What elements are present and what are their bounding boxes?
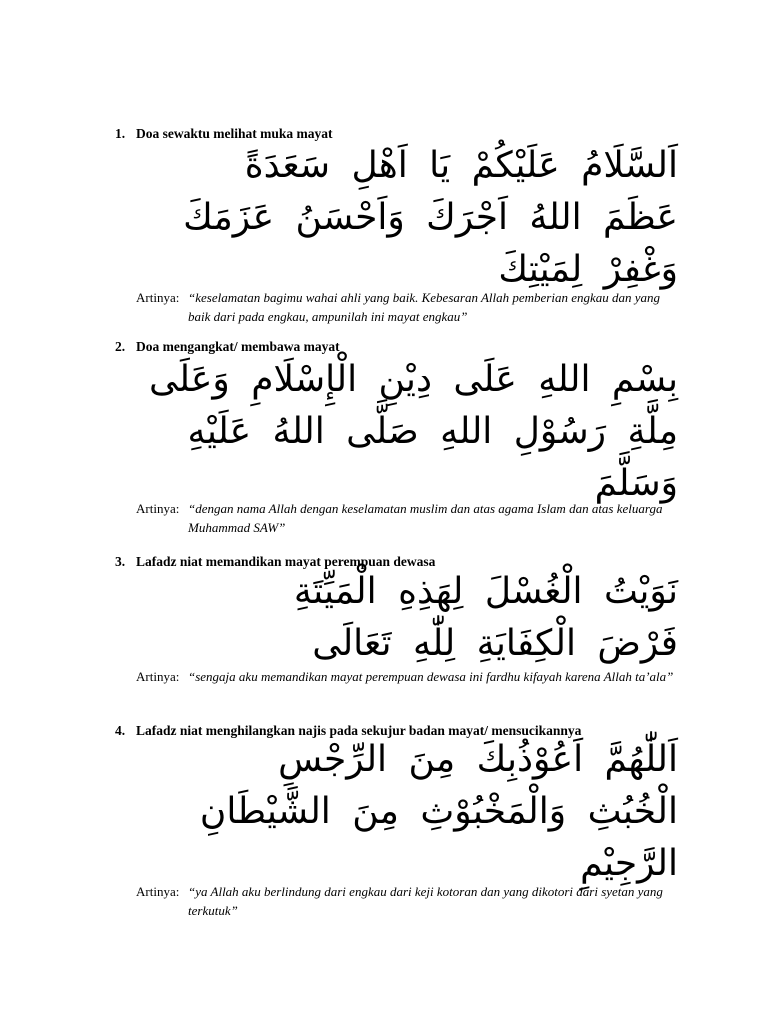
translation-label: Artinya: (136, 501, 180, 516)
translation-text: “dengan nama Allah dengan keselamatan muslim dan atas agama Islam dan atas keluarga Muhammad SAW” (188, 501, 663, 535)
arabic-line: بِسْمِ اللهِ عَلَى دِيْنِ الْإِسْلَامِ وَعَلَى (148, 359, 678, 400)
arabic-line: وَغْفِرْ لِمَيْتِكَ (498, 249, 678, 290)
arabic-line: الْخُبُثِ وَالْمَخْبُوْثِ مِنَ الشَّيْطَانِ (199, 791, 678, 832)
section-number: 1. (115, 126, 126, 141)
translation-text: “sengaja aku memandikan mayat perempuan dewasa ini fardhu kifayah karena Allah ta’ala” (188, 669, 674, 684)
section-title: Lafadz niat menghilangkan najis pada sekujur badan mayat/ mensucikannya (136, 723, 582, 738)
section-title: Doa mengangkat/ membawa mayat (136, 339, 340, 354)
section-number: 3. (115, 554, 126, 569)
arabic-line: اَللّٰهُمَّ اَعُوْذُبِكَ مِنَ الرِّجْسِ (278, 739, 678, 780)
arabic-line: فَرْضَ الْكِفَايَةِ لِلّٰهِ تَعَالَى (312, 623, 678, 664)
arabic-line: عَظَمَ اللهُ اَجْرَكَ وَاَحْسَنُ عَزَمَكَ (183, 197, 678, 238)
translation-label: Artinya: (136, 669, 180, 684)
arabic-prayer (118, 354, 678, 510)
arabic-line: مِلَّةِ رَسُوْلِ اللهِ صَلَّى اللهُ عَلَيْهِ (187, 411, 678, 452)
section-number: 2. (115, 339, 126, 354)
arabic-prayer (118, 140, 678, 296)
arabic-line: وَسَلَّمَ (594, 463, 678, 504)
section-title: Lafadz niat memandikan mayat perempuan dewasa (136, 554, 436, 569)
arabic-line: نَوَيْتُ الْغُسْلَ لِهَذِهِ الْمَيِّتَةِ (293, 571, 678, 612)
arabic-prayer (118, 734, 678, 890)
arabic-line: الرَّجِيْمِ (580, 843, 678, 884)
section-title: Doa sewaktu melihat muka mayat (136, 126, 333, 141)
arabic-prayer (118, 566, 678, 670)
translation-label: Artinya: (136, 290, 180, 305)
section-number: 4. (115, 723, 126, 738)
translation-text: “ya Allah aku berlindung dari engkau dari keji kotoran dan yang dikotori dari syetan yang terkutuk” (188, 884, 663, 918)
section-heading (115, 339, 340, 355)
translation-text: “keselamatan bagimu wahai ahli yang baik. Kebesaran Allah pemberian engkau dan yang baik dari pada engkau, ampunilah ini mayat engkau” (188, 290, 661, 324)
translation-label: Artinya: (136, 884, 180, 899)
arabic-line: اَلسَّلَامُ عَلَيْكُمْ يَا اَهْلِ سَعَدَةً (244, 145, 678, 186)
